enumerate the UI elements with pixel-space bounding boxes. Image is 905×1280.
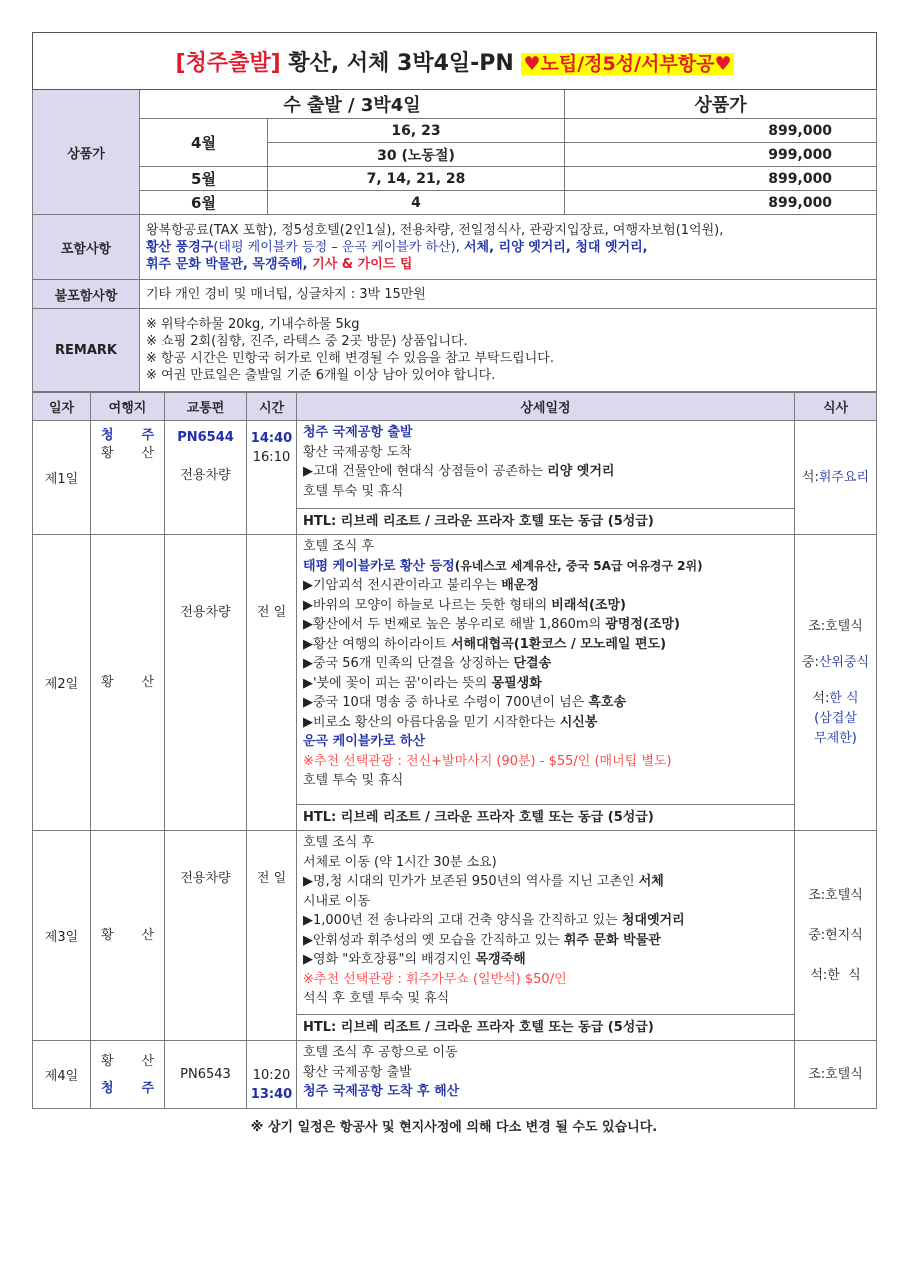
transport-cell: 전용차량 bbox=[165, 535, 247, 831]
include-line bbox=[146, 239, 870, 256]
title-main: 황산, 서체 3박4일-PN bbox=[288, 50, 514, 76]
detail-bold: 서체 bbox=[638, 874, 664, 889]
detail-bold: 서해대협곡(1환코스 / 모노레일 편도) bbox=[450, 636, 667, 652]
place-char: 주 bbox=[141, 1080, 154, 1096]
day-label: 제2일 bbox=[33, 535, 91, 831]
place-cell bbox=[91, 421, 165, 535]
month-cell: 4월 bbox=[140, 119, 268, 167]
price-label: 상품가 bbox=[33, 90, 140, 215]
price-cell: 999,000 bbox=[565, 143, 877, 167]
date-cell: 16, 23 bbox=[268, 119, 565, 143]
meal-prefix: 중: bbox=[801, 654, 819, 670]
meal-value bbox=[795, 729, 876, 749]
detail-line bbox=[303, 950, 788, 970]
include-highlight: 서체, 리양 옛거리, 청대 옛거리, bbox=[463, 239, 648, 255]
month-cell: 5월 bbox=[140, 167, 268, 191]
include-label: 포함사항 bbox=[33, 215, 140, 280]
meal-value bbox=[795, 709, 876, 729]
meal-value: 휘주요리 bbox=[818, 469, 870, 485]
detail-text: ▶안휘성과 휘주성의 옛 모습을 간직하고 있는 bbox=[303, 932, 564, 948]
place-char: 황 bbox=[101, 446, 114, 461]
include-line: 왕복항공료(TAX 포함), 정5성호텔(2인1실), 전용차량, 전일정식사, 관광지입장료, 여행자보험(1억원), bbox=[146, 222, 724, 238]
detail-line bbox=[303, 674, 788, 694]
header-transport: 교통편 bbox=[165, 393, 247, 421]
detail-line bbox=[303, 752, 788, 772]
detail-text: 호텔 조식 후 bbox=[303, 539, 375, 554]
detail-text: ※추천 선택관광 : 휘주가무쇼 (일반석) $50/인 bbox=[303, 971, 567, 987]
detail-text: ▶중국 10대 명송 중 하나로 수령이 700년이 넘은 bbox=[303, 695, 589, 710]
detail-text: 태평 케이블카로 황산 등정 bbox=[303, 558, 455, 574]
time-value: 16:10 bbox=[252, 450, 291, 465]
detail-text: ▶1,000년 전 송나라의 고대 건축 양식을 간직하고 있는 bbox=[303, 913, 622, 928]
detail-line bbox=[303, 713, 788, 733]
detail-line bbox=[303, 771, 788, 791]
detail-bold: 몽필생화 bbox=[491, 675, 542, 691]
day-label: 제3일 bbox=[33, 831, 91, 1041]
place-char: 산 bbox=[141, 927, 154, 943]
day-label: 제4일 bbox=[33, 1041, 91, 1109]
time-cell bbox=[247, 421, 297, 535]
transport-cell: 전용차량 bbox=[165, 831, 247, 1041]
place-char: 산 bbox=[141, 1053, 154, 1069]
detail-line bbox=[303, 872, 788, 892]
transport-cell: PN6543 bbox=[165, 1041, 247, 1109]
place-char: 청 bbox=[101, 1080, 114, 1096]
hotel-line: HTL: 리브레 리조트 / 크라운 프라자 호텔 또는 동급 (5성급) bbox=[297, 1015, 795, 1041]
place-char: 황 bbox=[101, 674, 114, 690]
detail-line bbox=[303, 989, 788, 1009]
page-title bbox=[33, 33, 877, 90]
remark-line: ※ 위탁수하물 20kg, 기내수하물 5kg bbox=[146, 317, 360, 332]
detail-line bbox=[303, 970, 788, 990]
detail-cell bbox=[297, 1041, 795, 1109]
hotel-line: HTL: 리브레 리조트 / 크라운 프라자 호텔 또는 동급 (5성급) bbox=[297, 805, 795, 831]
detail-line bbox=[303, 462, 788, 482]
detail-bold: 배운정 bbox=[501, 578, 539, 593]
time-value: 13:40 bbox=[250, 1086, 293, 1102]
price-header: 상품가 bbox=[565, 90, 877, 119]
title-highlight bbox=[521, 53, 733, 75]
remark-text bbox=[140, 309, 877, 392]
meal-value: 중:현지식 bbox=[808, 927, 863, 943]
price-cell: 899,000 bbox=[565, 167, 877, 191]
flight-number: PN6544 bbox=[177, 430, 234, 445]
meal-prefix: 석: bbox=[812, 690, 830, 706]
include-line bbox=[146, 256, 870, 273]
detail-text: 호텔 투숙 및 휴식 bbox=[303, 773, 404, 788]
heart-icon: ♥ bbox=[523, 52, 541, 75]
place-char: 황 bbox=[101, 927, 114, 943]
time-value: 14:40 bbox=[250, 431, 293, 446]
meal-text: 무제한) bbox=[814, 730, 857, 746]
include-tip: 기사 & 가이드 팁 bbox=[312, 256, 413, 272]
meal-cell bbox=[795, 535, 877, 831]
heart-icon: ♥ bbox=[714, 52, 732, 75]
place-char: 산 bbox=[141, 446, 154, 461]
meal-cell: 조:호텔식 bbox=[795, 1041, 877, 1109]
detail-text: 시내로 이동 bbox=[303, 893, 370, 909]
include-highlight: 황산 풍경구 bbox=[146, 239, 214, 255]
detail-text: ▶비로소 황산의 아름다움을 믿기 시작한다는 bbox=[303, 714, 560, 730]
detail-line bbox=[303, 576, 788, 596]
footer-note: ※ 상기 일정은 항공사 및 현지사정에 의해 다소 변경 될 수도 있습니다. bbox=[250, 1120, 658, 1135]
transport-cell bbox=[165, 421, 247, 535]
meal-value bbox=[795, 617, 876, 637]
schedule-table bbox=[32, 392, 877, 1109]
detail-text: 호텔 조식 후 공항으로 이동 bbox=[303, 1045, 458, 1060]
header-day: 일자 bbox=[33, 393, 91, 421]
detail-line bbox=[303, 596, 788, 616]
detail-text: ▶황산 여행의 하이라이트 bbox=[303, 636, 451, 652]
title-highlight-text: 노팁/정5성/서부항공 bbox=[540, 52, 715, 75]
detail-text: 운곡 케이블카로 하산 bbox=[303, 734, 426, 749]
place-char: 청 bbox=[101, 428, 114, 443]
detail-bold: 비래석(조망) bbox=[551, 597, 626, 613]
date-cell: 7, 14, 21, 28 bbox=[268, 167, 565, 191]
include-highlight: 휘주 문화 박물관, 목갱죽해, bbox=[146, 256, 313, 272]
detail-line bbox=[303, 853, 788, 873]
detail-line bbox=[303, 635, 788, 655]
detail-line bbox=[303, 654, 788, 674]
detail-bold: 단결송 bbox=[513, 656, 552, 671]
place-char: 주 bbox=[141, 428, 154, 443]
include-sub: (태평 케이블카 등정 – 운곡 케이블카 하산), bbox=[213, 239, 464, 255]
detail-text: 황산 국제공항 출발 bbox=[303, 1064, 412, 1080]
detail-text: ▶고대 건물안에 현대식 상점들이 공존하는 bbox=[303, 464, 548, 479]
detail-line bbox=[303, 833, 788, 853]
detail-sub: (유네스코 세계유산, 중국 5A급 여유경구 2위) bbox=[454, 558, 703, 573]
include-text bbox=[140, 215, 877, 280]
remark-line: ※ 여권 만료일은 출발일 기준 6개월 이상 남아 있어야 합니다. bbox=[146, 368, 496, 383]
meal-cell bbox=[795, 831, 877, 1041]
meal-prefix: 석: bbox=[801, 469, 819, 485]
header-meal: 식사 bbox=[795, 393, 877, 421]
remark-label: REMARK bbox=[33, 309, 140, 392]
time-value: 10:20 bbox=[252, 1067, 291, 1083]
place-cell bbox=[91, 535, 165, 831]
date-cell: 30 (노동절) bbox=[268, 143, 565, 167]
month-cell: 6월 bbox=[140, 191, 268, 215]
detail-line bbox=[303, 537, 788, 557]
detail-bold: 흑호송 bbox=[588, 695, 627, 710]
depart-header: 수 출발 / 3박4일 bbox=[140, 90, 565, 119]
meal-prefix: 조: bbox=[808, 618, 826, 634]
detail-bold: 휘주 문화 박물관 bbox=[563, 932, 661, 948]
product-info-table bbox=[32, 32, 877, 392]
header-detail: 상세일정 bbox=[297, 393, 795, 421]
vehicle: 전용차량 bbox=[180, 468, 231, 483]
detail-text: ▶바위의 모양이 하늘로 나르는 듯한 형태의 bbox=[303, 597, 552, 613]
detail-text: 호텔 조식 후 bbox=[303, 835, 375, 850]
day-label: 제1일 bbox=[33, 421, 91, 535]
detail-line bbox=[303, 1043, 788, 1063]
detail-line bbox=[303, 1082, 788, 1102]
meal-text: 산위중식 bbox=[818, 654, 870, 670]
detail-bold: 목갱죽해 bbox=[475, 952, 526, 967]
price-cell: 899,000 bbox=[565, 119, 877, 143]
remark-line: ※ 항공 시간은 민항국 허가로 인해 변경될 수 있음을 참고 부탁드립니다. bbox=[146, 351, 554, 366]
time-cell: 전 일 bbox=[247, 831, 297, 1041]
meal-value: 석:한 식 bbox=[810, 967, 861, 983]
meal-text: (삼겹살 bbox=[814, 710, 857, 726]
detail-text: 청주 국제공항 도착 후 해산 bbox=[303, 1084, 460, 1099]
meal-value bbox=[795, 689, 876, 709]
place-char: 산 bbox=[141, 674, 154, 690]
place-cell bbox=[91, 831, 165, 1041]
meal-cell bbox=[795, 421, 877, 535]
detail-line bbox=[303, 892, 788, 912]
detail-cell bbox=[297, 421, 795, 509]
place-cell bbox=[91, 1041, 165, 1109]
detail-text: ※추천 선택관광 : 전신+발마사지 (90분) - $55/인 (매너팁 별도) bbox=[303, 753, 672, 769]
detail-line bbox=[303, 1063, 788, 1083]
meal-value: 조:호텔식 bbox=[808, 887, 863, 903]
detail-line: 호텔 투숙 및 휴식 bbox=[303, 483, 404, 499]
place-char: 황 bbox=[101, 1053, 114, 1069]
detail-cell bbox=[297, 535, 795, 805]
detail-line bbox=[303, 911, 788, 931]
detail-text: ▶기암괴석 전시관이라고 불리우는 bbox=[303, 578, 502, 593]
detail-line: 청주 국제공항 출발 bbox=[303, 425, 413, 440]
detail-bold: 리양 옛거리 bbox=[547, 464, 615, 479]
detail-text: ▶'붓에 꽃이 피는 꿈'이라는 뜻의 bbox=[303, 675, 492, 691]
remark-line: ※ 쇼핑 2회(침향, 진주, 라텍스 중 2곳 방문) 상품입니다. bbox=[146, 334, 468, 349]
detail-bold: 청대옛거리 bbox=[621, 913, 685, 928]
meal-value bbox=[795, 653, 876, 673]
time-cell: 전 일 bbox=[247, 535, 297, 831]
detail-text: ▶중국 56개 민족의 단결을 상징하는 bbox=[303, 656, 514, 671]
detail-line bbox=[303, 931, 788, 951]
time-cell bbox=[247, 1041, 297, 1109]
exclude-text: 기타 개인 경비 및 매너팁, 싱글차지 : 3박 15만원 bbox=[140, 280, 877, 309]
price-cell: 899,000 bbox=[565, 191, 877, 215]
title-prefix: [청주출발] bbox=[175, 50, 281, 76]
detail-bold: 시신봉 bbox=[559, 714, 598, 730]
detail-bold: 광명정(조망) bbox=[605, 617, 680, 632]
detail-line bbox=[303, 693, 788, 713]
header-place: 여행지 bbox=[91, 393, 165, 421]
detail-text: ▶황산에서 두 번째로 높은 봉우리로 해발 1,860m의 bbox=[303, 617, 606, 632]
meal-text: 호텔식 bbox=[825, 618, 863, 634]
detail-text: ▶명,청 시대의 민가가 보존된 950년의 역사를 지닌 고촌인 bbox=[303, 874, 639, 889]
detail-text: 석식 후 호텔 투숙 및 휴식 bbox=[303, 991, 450, 1006]
meal-text: 한 식 bbox=[829, 690, 859, 706]
exclude-label: 불포함사항 bbox=[33, 280, 140, 309]
date-cell: 4 bbox=[268, 191, 565, 215]
detail-cell bbox=[297, 831, 795, 1015]
hotel-line: HTL: 리브레 리조트 / 크라운 프라자 호텔 또는 동급 (5성급) bbox=[297, 509, 795, 535]
detail-line: 황산 국제공항 도착 bbox=[303, 444, 412, 460]
detail-text: ▶영화 "와호장룡"의 배경지인 bbox=[303, 952, 476, 967]
detail-text: 서체로 이동 (약 1시간 30분 소요) bbox=[303, 854, 497, 870]
itinerary-page bbox=[32, 32, 876, 1135]
header-time: 시간 bbox=[247, 393, 297, 421]
detail-line bbox=[303, 732, 788, 752]
detail-line bbox=[303, 557, 788, 577]
detail-line bbox=[303, 615, 788, 635]
